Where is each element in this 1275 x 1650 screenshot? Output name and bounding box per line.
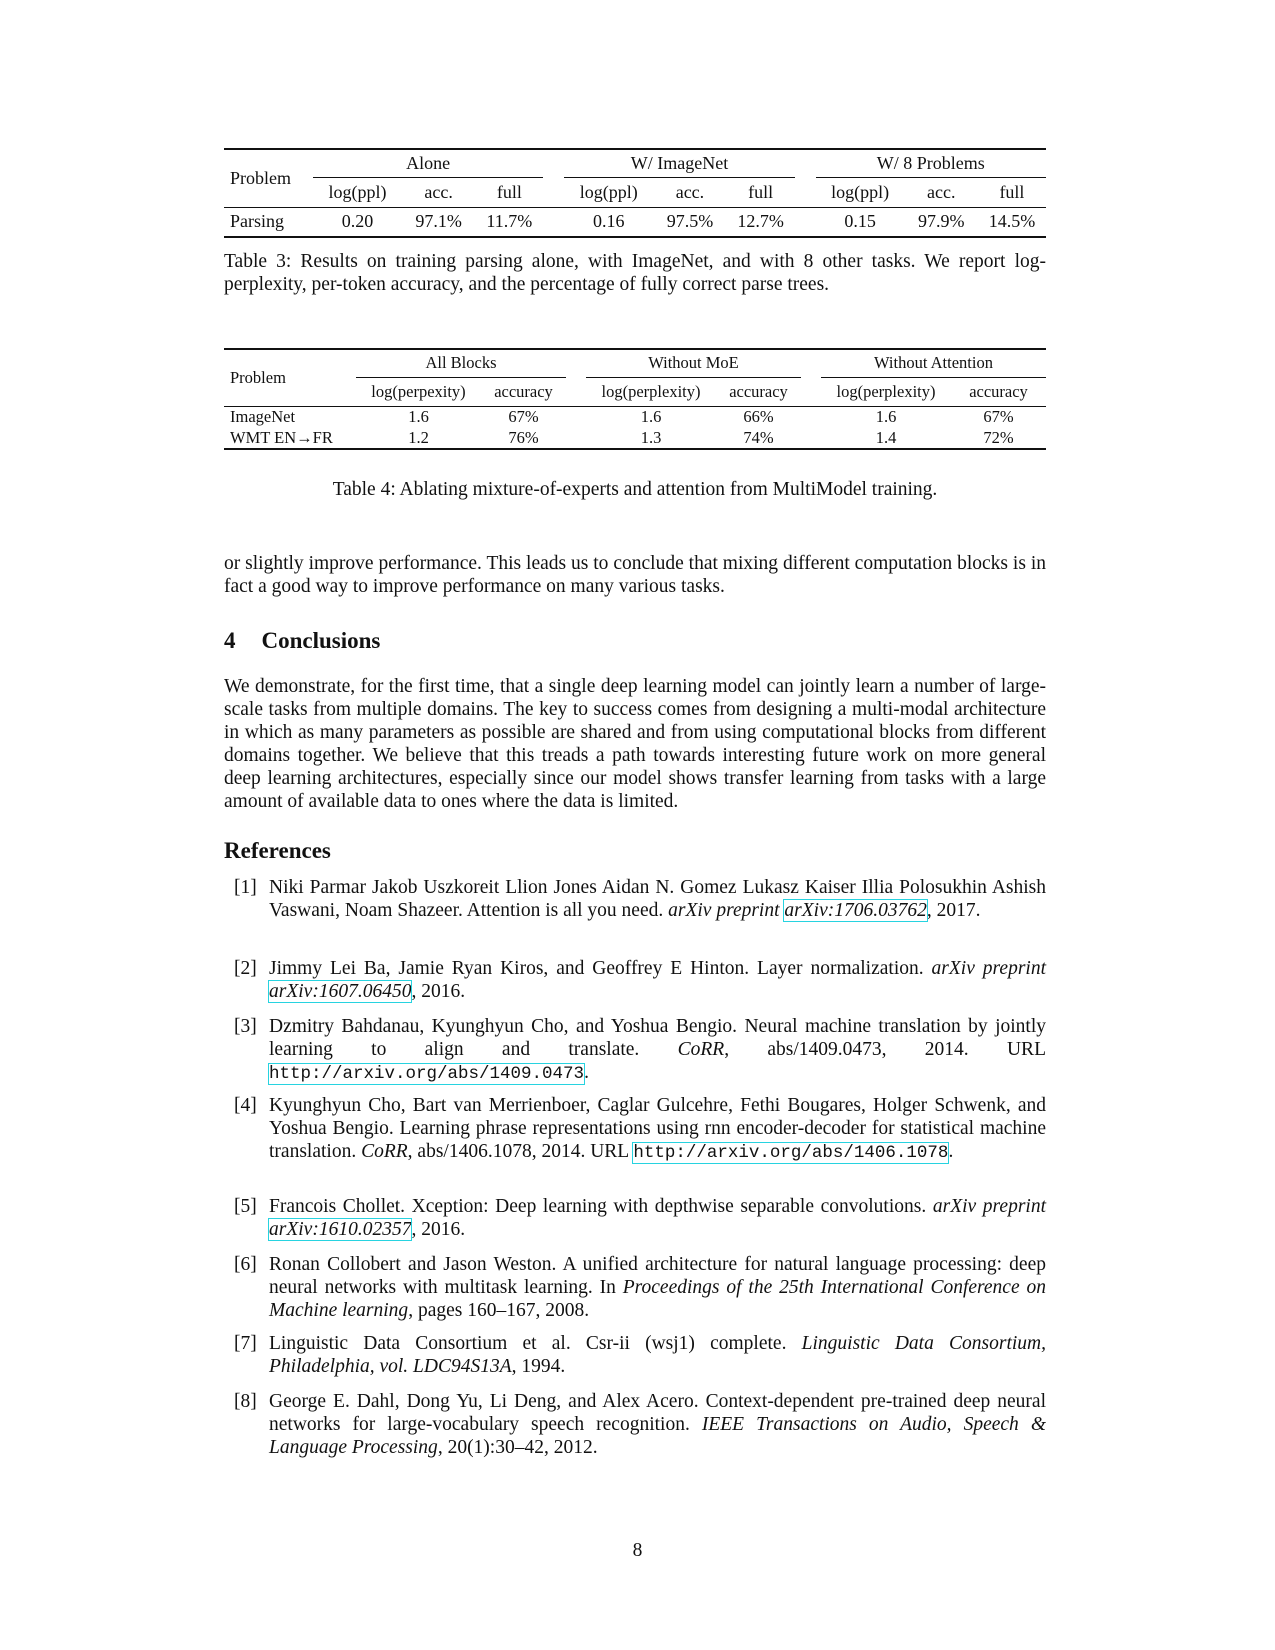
reference-item [224,1390,1046,1459]
table-cell: 67% [508,406,539,426]
table-cell: 1.6 [875,406,897,426]
table3-group-8problems: W/ 8 Problems [816,149,1046,177]
table-cell: 67% [983,406,1014,426]
references-heading: References [224,838,331,863]
table-cell: 0.16 [593,211,625,232]
reference-link[interactable]: arXiv:1607.06450 [269,981,412,1002]
continuation-paragraph: or slightly improve performance. This leads us to conclude that mixing different computation blocks is in fact a good way to improve performance on many various tasks. [224,553,1046,597]
table4-row-label: ImageNet [230,406,296,426]
reference-url-link[interactable]: http://arxiv.org/abs/1406.1078 [633,1143,949,1163]
table-cell: 76% [508,427,539,447]
reference-venue: arXiv preprint [931,958,1046,979]
reference-text: . [948,1141,954,1162]
reference-text: , 1994. [511,1356,566,1377]
reference-text: Dzmitry Bahdanau, Kyunghyun Cho, and Yoshua Bengio. Neural machine translation by jointly learning to align and translate. [269,1016,1046,1060]
table4-row-label: WMT EN→FR [230,427,333,447]
table-cell: 97.1% [415,211,462,232]
table-cell: 14.5% [988,211,1036,232]
reference-number: [5] [234,1196,257,1217]
table3-group-imagenet: W/ ImageNet [564,149,794,177]
reference-text: Jimmy Lei Ba, Jamie Ryan Kiros, and Geoffrey E Hinton. Layer normalization. [269,958,932,979]
reference-text: , 2017. [926,900,981,921]
reference-item [224,1253,1046,1322]
table4-subheader: log(perpexity) [371,381,466,401]
page-number: 8 [632,1540,643,1561]
reference-venue: arXiv preprint [668,900,785,921]
table3-subheader: log(ppl) [831,181,890,202]
reference-venue: Linguistic Data Consortium, Philadelphia, vol. LDC94S13A [269,1333,1046,1377]
reference-text: Ronan Collobert and Jason Weston. A unified architecture for natural language processing: deep neural networks with multitask learning. In [269,1254,1046,1298]
table3-subheader: full [748,181,774,202]
section-number: 4 [224,628,236,653]
reference-text: George E. Dahl, Dong Yu, Li Deng, and Alex Acero. Context-dependent pre-trained deep neural networks for large-vocabulary speech recognition. [269,1391,1046,1435]
table-cell: 66% [743,406,774,426]
table4-group-without-moe: Without MoE [586,349,801,377]
table4-problem-header: Problem [230,367,286,387]
reference-item [224,1015,1046,1086]
table3-caption: Table 3: Results on training parsing alone, with ImageNet, and with 8 other tasks. We report log-perplexity, per-token accuracy, and the percentage of fully correct parse trees. [224,251,1046,295]
section-title: Conclusions [261,628,381,653]
conclusions-paragraph: We demonstrate, for the first time, that a single deep learning model can jointly learn a number of large-scale tasks from multiple domains. The key to success comes from designing a multi-modal architecture in which as many parameters as possible are shared and from using computational blocks from different domains together. We believe that this treads a path towards interesting future work on more general deep learning architectures, especially since our model shows transfer learning from tasks with a large amount of available data to ones where the data is limited. [224,676,1046,812]
reference-item [224,1094,1046,1165]
reference-venue: IEEE Transactions on Audio, Speech & Language Processing [269,1414,1046,1458]
table3-subheader: acc. [927,181,956,202]
table3-subheader: log(ppl) [328,181,387,202]
reference-venue: Proceedings of the 25th International Conference on Machine learning [269,1277,1046,1321]
table3-row-label: Parsing [230,211,284,232]
table3-subheader: full [496,181,522,202]
reference-venue: arXiv preprint [932,1196,1046,1217]
table-row [224,207,1046,237]
table-cell: 1.2 [408,427,429,447]
table-cell: 74% [743,427,774,447]
reference-item [224,1332,1046,1378]
reference-venue: CoRR [361,1141,408,1162]
table3-subheader: full [999,181,1025,202]
reference-link[interactable]: arXiv:1706.03762 [784,900,927,921]
reference-text: Linguistic Data Consortium et al. Csr-ii (wsj1) complete. [269,1333,802,1354]
reference-item [224,1195,1046,1241]
table3-group-alone: Alone [313,149,543,177]
reference-text: , 20(1):30–42, 2012. [437,1437,598,1458]
reference-number: [4] [234,1095,257,1116]
table3-subheader: acc. [424,181,453,202]
reference-venue: CoRR [677,1039,725,1060]
reference-number: [6] [234,1254,257,1275]
table-cell: 97.5% [666,211,714,232]
reference-item [224,957,1046,1003]
table4-subheader: log(perplexity) [836,381,936,401]
section-heading-conclusions [224,628,380,654]
table-row [224,427,1046,449]
table3-problem-header: Problem [230,167,291,188]
table-cell: 1.6 [408,406,429,426]
table-cell: 0.15 [844,211,876,232]
table-cell: 12.7% [737,211,784,232]
reference-text: Francois Chollet. Xception: Deep learning with depthwise separable convolutions. [269,1196,933,1217]
reference-number: [3] [234,1016,257,1037]
reference-text: . [584,1062,589,1083]
reference-text: , 2016. [411,1219,466,1240]
reference-link[interactable]: arXiv:1610.02357 [269,1219,412,1240]
table4-group-all-blocks: All Blocks [356,349,566,377]
reference-number: [1] [234,877,257,898]
reference-text: , pages 160–167, 2008. [408,1300,590,1321]
table3-subheader: log(ppl) [579,181,638,202]
table3-subheader: acc. [675,181,705,202]
table-row [224,406,1046,427]
reference-number: [8] [234,1391,257,1412]
reference-item [224,876,1046,922]
table-cell: 11.7% [486,211,533,232]
table4-caption: Table 4: Ablating mixture-of-experts and attention from MultiModel training. [332,479,938,500]
reference-number: [7] [234,1333,257,1354]
table-3 [224,148,1046,238]
table4-subheader: accuracy [969,381,1028,401]
reference-text: Niki Parmar Jakob Uszkoreit Llion Jones Aidan N. Gomez Lukasz Kaiser Illia Polosukhin Ashish Vaswani, Noam Shazeer. Attention is all you need. [269,877,1046,921]
reference-text: Kyunghyun Cho, Bart van Merrienboer, Caglar Gulcehre, Fethi Bougares, Holger Schwenk, and Yoshua Bengio. Learning phrase representations using rnn encoder-decoder for statistical machine translation. [269,1095,1046,1162]
table-cell: 1.4 [875,427,897,447]
table-cell: 1.6 [640,406,662,426]
table-cell: 0.20 [341,211,374,232]
table-4 [224,348,1046,450]
table4-subheader: accuracy [729,381,788,401]
reference-text: , abs/1406.1078, 2014. URL [407,1141,634,1162]
table4-subheader: accuracy [494,381,553,401]
table4-group-without-attention: Without Attention [821,349,1046,377]
reference-text: , 2016. [411,981,466,1002]
table-cell: 72% [983,427,1014,447]
table4-subheader: log(perplexity) [601,381,701,401]
reference-text: , abs/1409.0473, 2014. URL [724,1039,1046,1060]
reference-number: [2] [234,958,257,979]
reference-url-link[interactable]: http://arxiv.org/abs/1409.0473 [269,1064,585,1084]
table-cell: 97.9% [917,211,965,232]
table-cell: 1.3 [640,427,662,447]
